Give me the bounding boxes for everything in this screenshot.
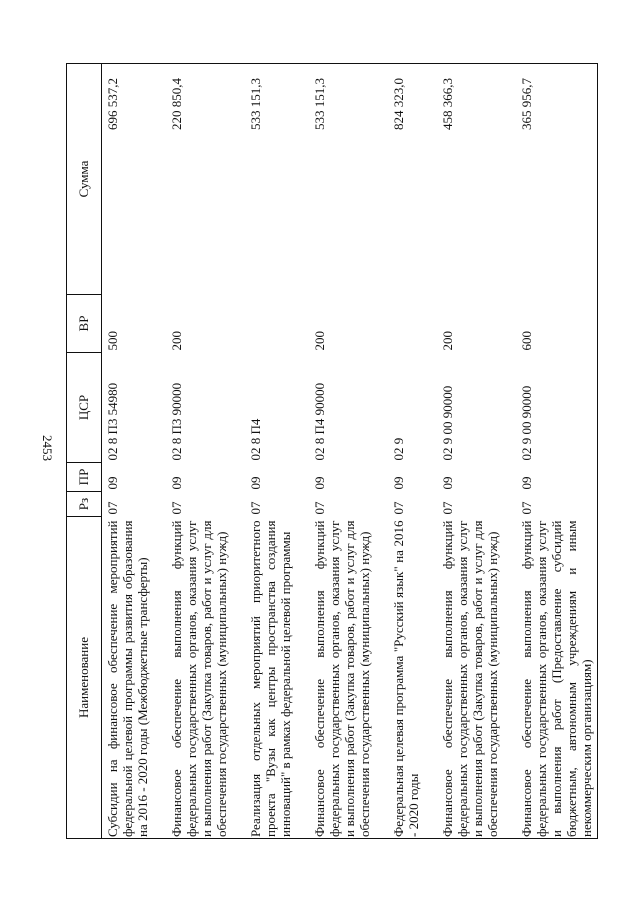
row-vr: 200 [439,331,455,351]
header-vr: ВР [67,295,102,353]
row-sum: 220 850,4 [166,64,245,295]
row-rz: 07 [168,501,184,515]
row-name: Финансовое обеспечение выполнения функций федеральных государственных органов, оказания услуг и выполнения работ (Закупка товаров, работ и услуг для обеспечения государственных (муниципальных) нужд) [166,517,245,839]
row-csr: 02 9 00 90000 [516,353,598,463]
row-rz: 07 [439,501,455,515]
header-rz: Рз [67,492,102,517]
row-sum: 533 151,3 [309,64,388,295]
table-row [437,64,516,839]
row-pr: 09 [516,463,598,492]
row-pr: 09 [105,476,120,490]
table-header-row [67,64,102,839]
header-pr: ПР [67,463,102,492]
row-sum: 458 366,3 [437,64,516,295]
table-row [388,64,437,839]
row-sum: 696 537,2 [102,64,166,295]
row-vr: 200 [168,331,184,351]
row-name: Субсидии на финансовое обеспечение мероприятий федеральной целевой программы развития образования на 2016 - 2020 годы (Межбюджетные трансферты) [102,517,166,839]
row-vr: 500 [105,331,120,351]
table-row [166,64,245,839]
row-csr: 02 8 П3 54980 [105,382,120,461]
row-rz: 07 [516,492,598,517]
row-csr: 02 9 [390,437,406,461]
row-pr: 09 [439,476,455,490]
row-csr: 02 8 П4 [247,418,263,461]
page-number: 2453 [40,435,55,461]
row-pr: 09 [390,476,406,490]
row-name: Финансовое обеспечение выполнения функций федеральных государственных органов, оказания услуг и выполнения работ (Закупка товаров, работ и услуг для обеспечения государственных (муниципальных) нужд) [437,517,516,839]
row-name: Финансовое обеспечение выполнения функций федеральных государственных органов, оказания услуг и выполнения работ (Закупка товаров, работ и услуг для обеспечения государственных (муниципальных) нужд) [309,517,388,839]
table-row [102,64,166,839]
row-sum: 824 323,0 [388,64,437,295]
row-name: Реализация отдельных мероприятий приоритетного проекта "Вузы как центры пространства создания инноваций" в рамках федеральной целевой программы [245,517,309,839]
header-name: Наименование [67,517,102,839]
budget-table-container [66,64,604,839]
row-csr: 02 9 00 90000 [439,385,455,461]
table-row [516,64,598,839]
row-csr: 02 8 П3 90000 [168,382,184,461]
table-row [309,64,388,839]
row-rz: 07 [105,501,120,515]
row-vr [245,295,309,353]
row-vr [388,295,437,353]
row-rz: 07 [311,501,327,515]
row-csr: 02 8 П4 90000 [311,382,327,461]
row-sum: 365 956,7 [516,64,598,295]
row-sum: 533 151,3 [245,64,309,295]
row-rz: 07 [390,501,406,515]
row-pr: 09 [168,476,184,490]
header-csr: ЦСР [67,353,102,463]
header-sum: Сумма [67,64,102,295]
row-vr: 600 [516,295,598,353]
row-vr: 200 [311,331,327,351]
table-row [245,64,309,839]
budget-table [66,63,598,839]
row-pr: 09 [247,476,263,490]
row-pr: 09 [311,476,327,490]
row-name: Финансовое обеспечение выполнения функций федеральных государственных органов, оказания услуг и выполнения работ (Предоставление субсидий бюджетным, автономным учреждениям и иным некоммерческим организациям) [516,517,598,839]
row-rz: 07 [247,501,263,515]
row-name: Федеральная целевая программа "Русский язык" на 2016 - 2020 годы [388,517,437,839]
